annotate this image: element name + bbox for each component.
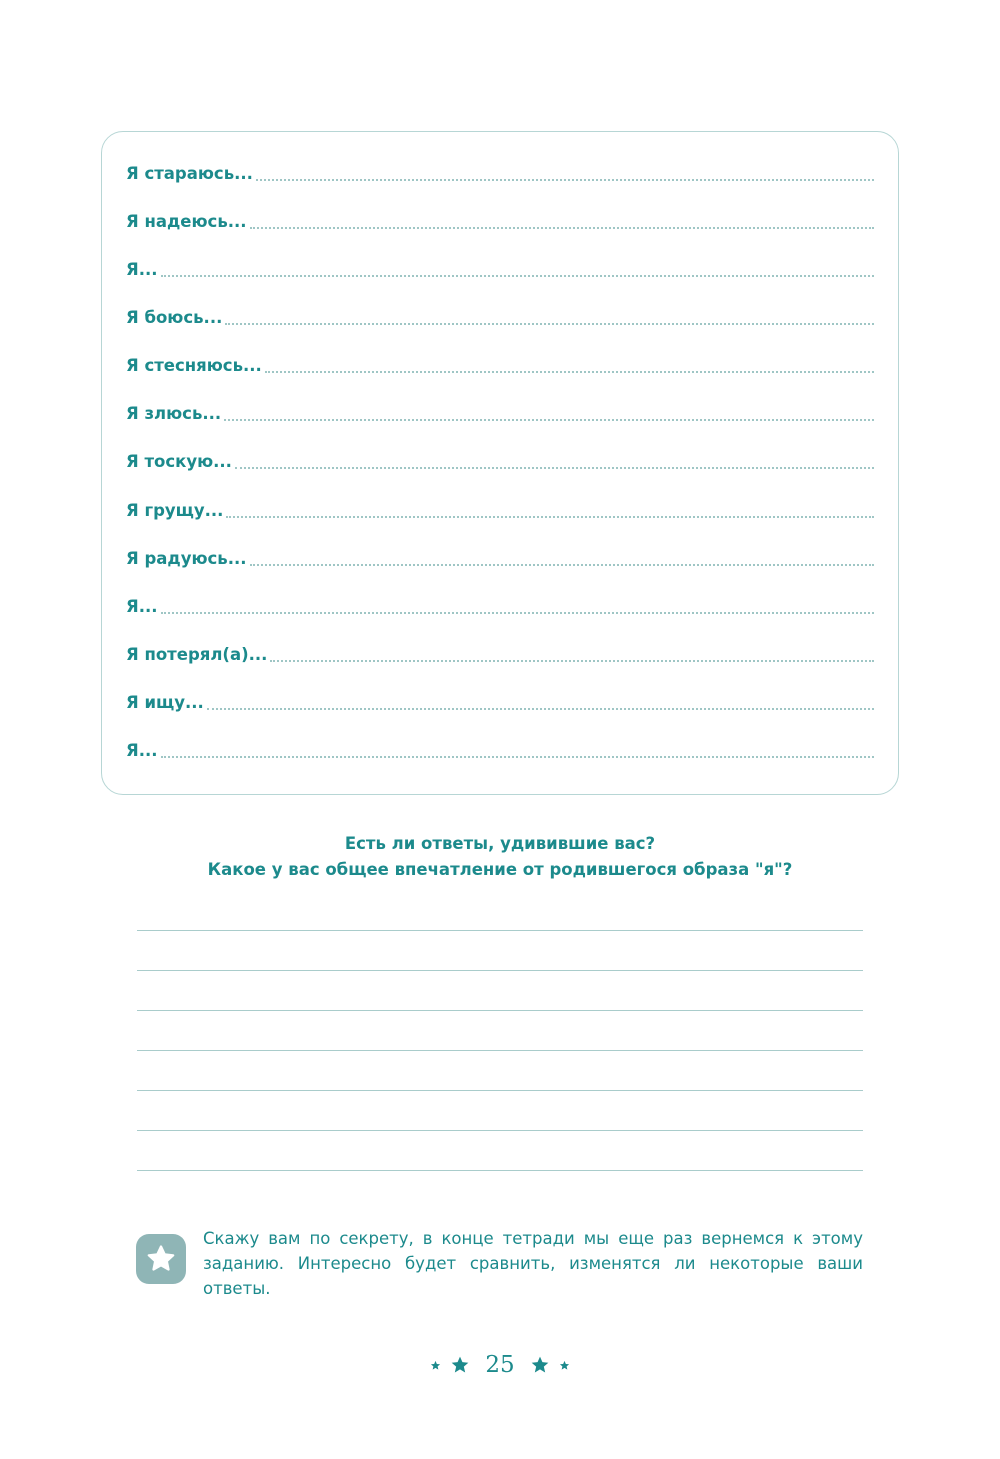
star-icon xyxy=(450,1355,470,1375)
star-icon xyxy=(144,1242,178,1276)
dotted-answer-line[interactable] xyxy=(235,467,874,469)
answer-line[interactable] xyxy=(137,1090,863,1091)
note-text: Скажу вам по секрету, в конце тетради мы еще раз вернемся к этому заданию. Интересно будет сравнить, изменятся ли некоторые ваши ответы. xyxy=(203,1229,863,1298)
prompt-row[interactable] xyxy=(126,497,874,521)
question-line-2: Какое у вас общее впечатление от родившегося образа "я"? xyxy=(207,860,793,879)
answer-line[interactable] xyxy=(137,1170,863,1171)
prompt-row[interactable] xyxy=(126,352,874,376)
answer-line[interactable] xyxy=(137,1130,863,1131)
page-number: 25 xyxy=(485,1352,515,1378)
prompt-row[interactable] xyxy=(126,448,874,472)
dotted-answer-line[interactable] xyxy=(161,756,874,758)
prompt-row[interactable] xyxy=(126,737,874,761)
answer-line[interactable] xyxy=(137,1010,863,1011)
page-footer xyxy=(0,1350,1000,1380)
prompt-label: Я стараюсь... xyxy=(126,164,253,183)
prompt-label: Я тоскую... xyxy=(126,452,232,471)
prompt-label: Я надеюсь... xyxy=(126,212,247,231)
dotted-answer-line[interactable] xyxy=(270,660,874,662)
prompt-row[interactable] xyxy=(126,304,874,328)
prompt-row[interactable] xyxy=(126,208,874,232)
prompt-label: Я грущу... xyxy=(126,501,224,520)
prompt-label: Я злюсь... xyxy=(126,404,222,423)
dotted-answer-line[interactable] xyxy=(161,275,874,277)
prompt-row[interactable] xyxy=(126,593,874,617)
dotted-answer-line[interactable] xyxy=(225,323,874,325)
answer-line[interactable] xyxy=(137,1050,863,1051)
prompt-row[interactable] xyxy=(126,160,874,184)
prompt-row[interactable] xyxy=(126,400,874,424)
prompt-label: Я... xyxy=(126,741,158,760)
prompt-label: Я ищу... xyxy=(126,693,204,712)
answer-line[interactable] xyxy=(137,970,863,971)
prompt-label: Я... xyxy=(126,260,158,279)
small-star-icon xyxy=(559,1360,570,1371)
dotted-answer-line[interactable] xyxy=(250,227,874,229)
small-star-icon xyxy=(430,1360,441,1371)
dotted-answer-line[interactable] xyxy=(250,564,874,566)
question-line-1: Есть ли ответы, удивившие вас? xyxy=(344,834,656,853)
star-icon xyxy=(530,1355,550,1375)
dotted-answer-line[interactable] xyxy=(256,179,874,181)
prompt-label: Я... xyxy=(126,597,158,616)
prompt-label: Я стесняюсь... xyxy=(126,356,262,375)
note-badge xyxy=(136,1234,186,1284)
answer-line[interactable] xyxy=(137,930,863,931)
prompt-label: Я потерял(а)... xyxy=(126,645,268,664)
dotted-answer-line[interactable] xyxy=(207,708,874,710)
prompt-row[interactable] xyxy=(126,689,874,713)
prompt-row[interactable] xyxy=(126,641,874,665)
prompt-row[interactable] xyxy=(126,545,874,569)
dotted-answer-line[interactable] xyxy=(265,371,874,373)
sentence-completion-box xyxy=(101,131,899,795)
dotted-answer-line[interactable] xyxy=(226,516,874,518)
dotted-answer-line[interactable] xyxy=(224,419,874,421)
prompt-row[interactable] xyxy=(126,256,874,280)
prompt-label: Я радуюсь... xyxy=(126,549,247,568)
dotted-answer-line[interactable] xyxy=(161,612,874,614)
prompt-label: Я боюсь... xyxy=(126,308,223,327)
